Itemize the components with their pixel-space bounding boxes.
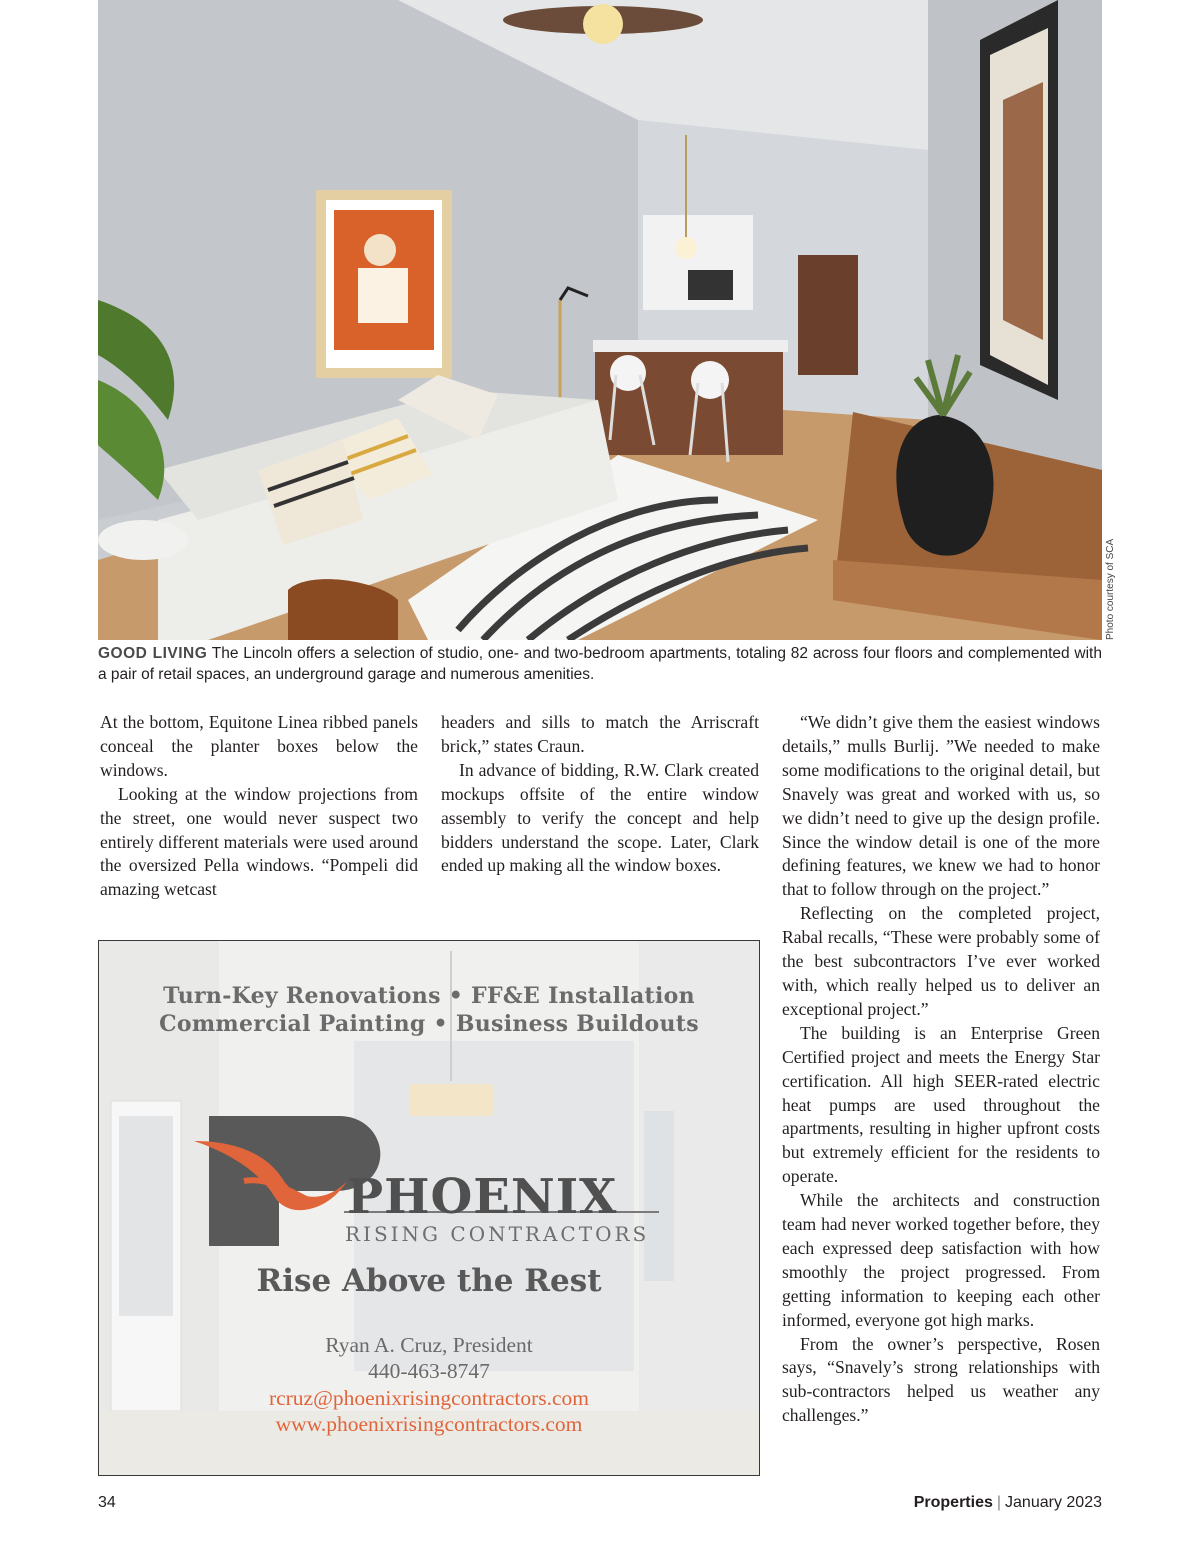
magazine-footer bbox=[914, 1494, 1102, 1512]
ad-brand-name: PHOENIX bbox=[347, 1169, 618, 1225]
ad-services-line-1: Turn-Key Renovations • FF&E Installation bbox=[163, 983, 695, 1009]
hero-photo bbox=[98, 0, 1102, 640]
paragraph: While the architects and construction team had never worked together before, they each expressed deep satisfaction with how smoothly the project progressed. From getting information to keeping each other informed, everyone got high marks. bbox=[782, 1190, 1100, 1330]
ad-phone[interactable]: 440-463-8747 bbox=[368, 1359, 490, 1383]
caption-lead: GOOD LIVING bbox=[98, 645, 208, 662]
paragraph: Reflecting on the completed project, Rabal recalls, “These were probably some of the best subcontractors I’ve ever worked with, which really helped us to deliver an exceptional project.” bbox=[782, 903, 1100, 1019]
ad-services-line-2: Commercial Painting • Business Buildouts bbox=[159, 1011, 699, 1037]
paragraph: “We didn’t give them the easiest windows details,” mulls Burlij. ”We needed to make some modifications to the original detail, but Snavely was great and worked with us, so we didn’t need to give up the design profile. Since the window detail is one of the more defining features, we knew we had to honor that to follow through on the project.” bbox=[782, 712, 1100, 900]
living-room-illustration bbox=[98, 0, 1102, 640]
ad-contact-name: Ryan A. Cruz, President bbox=[325, 1333, 533, 1357]
paragraph: headers and sills to match the Arriscraft brick,” states Craun. bbox=[441, 712, 759, 756]
article-column-1 bbox=[100, 711, 418, 902]
ad-website-link[interactable]: www.phoenixrisingcontractors.com bbox=[275, 1412, 583, 1436]
paragraph: From the owner’s perspective, Rosen says, “Snavely’s strong relationships with sub-contractors helped us weather any challenges.” bbox=[782, 1333, 1100, 1426]
photo-credit: Photo courtesy of SCA bbox=[1105, 538, 1116, 640]
ad-email-link[interactable]: rcruz@phoenixrisingcontractors.com bbox=[268, 1386, 590, 1410]
ad-brand-subtitle: RISING CONTRACTORS bbox=[345, 1222, 650, 1246]
phoenix-advertisement[interactable] bbox=[98, 940, 760, 1476]
paragraph: The building is an Enterprise Green Certified project and meets the Energy Star certification. All high SEER-rated electric heat pumps are used throughout the apartments, resulting in higher upfront costs but extremely efficient for the residents to operate. bbox=[782, 1022, 1100, 1187]
paragraph: In advance of bidding, R.W. Clark created mockups offsite of the entire window assembly to verify the concept and help bidders understand the scope. Later, Clark ended up making all the window boxes. bbox=[441, 759, 759, 876]
article-column-2 bbox=[441, 711, 759, 878]
ad-tagline: Rise Above the Rest bbox=[256, 1263, 602, 1299]
magazine-name: Properties bbox=[913, 1494, 993, 1511]
footer-separator: | bbox=[996, 1494, 1002, 1511]
article-column-3 bbox=[782, 711, 1100, 1428]
paragraph: Looking at the window projections from the street, one would never suspect two entirely different materials were used around the oversized Pella windows. “Pompeli did amazing wetcast bbox=[100, 783, 418, 900]
photo-caption bbox=[98, 643, 1102, 685]
page-number: 34 bbox=[98, 1494, 116, 1511]
caption-text: The Lincoln offers a selection of studio, one- and two-bedroom apartments, totaling 82 across four floors and complemented with a pair of retail spaces, an underground garage and numerous amenities. bbox=[98, 645, 1102, 683]
issue-date: January 2023 bbox=[1005, 1494, 1102, 1511]
paragraph: At the bottom, Equitone Linea ribbed panels conceal the planter boxes below the windows. bbox=[100, 712, 418, 780]
